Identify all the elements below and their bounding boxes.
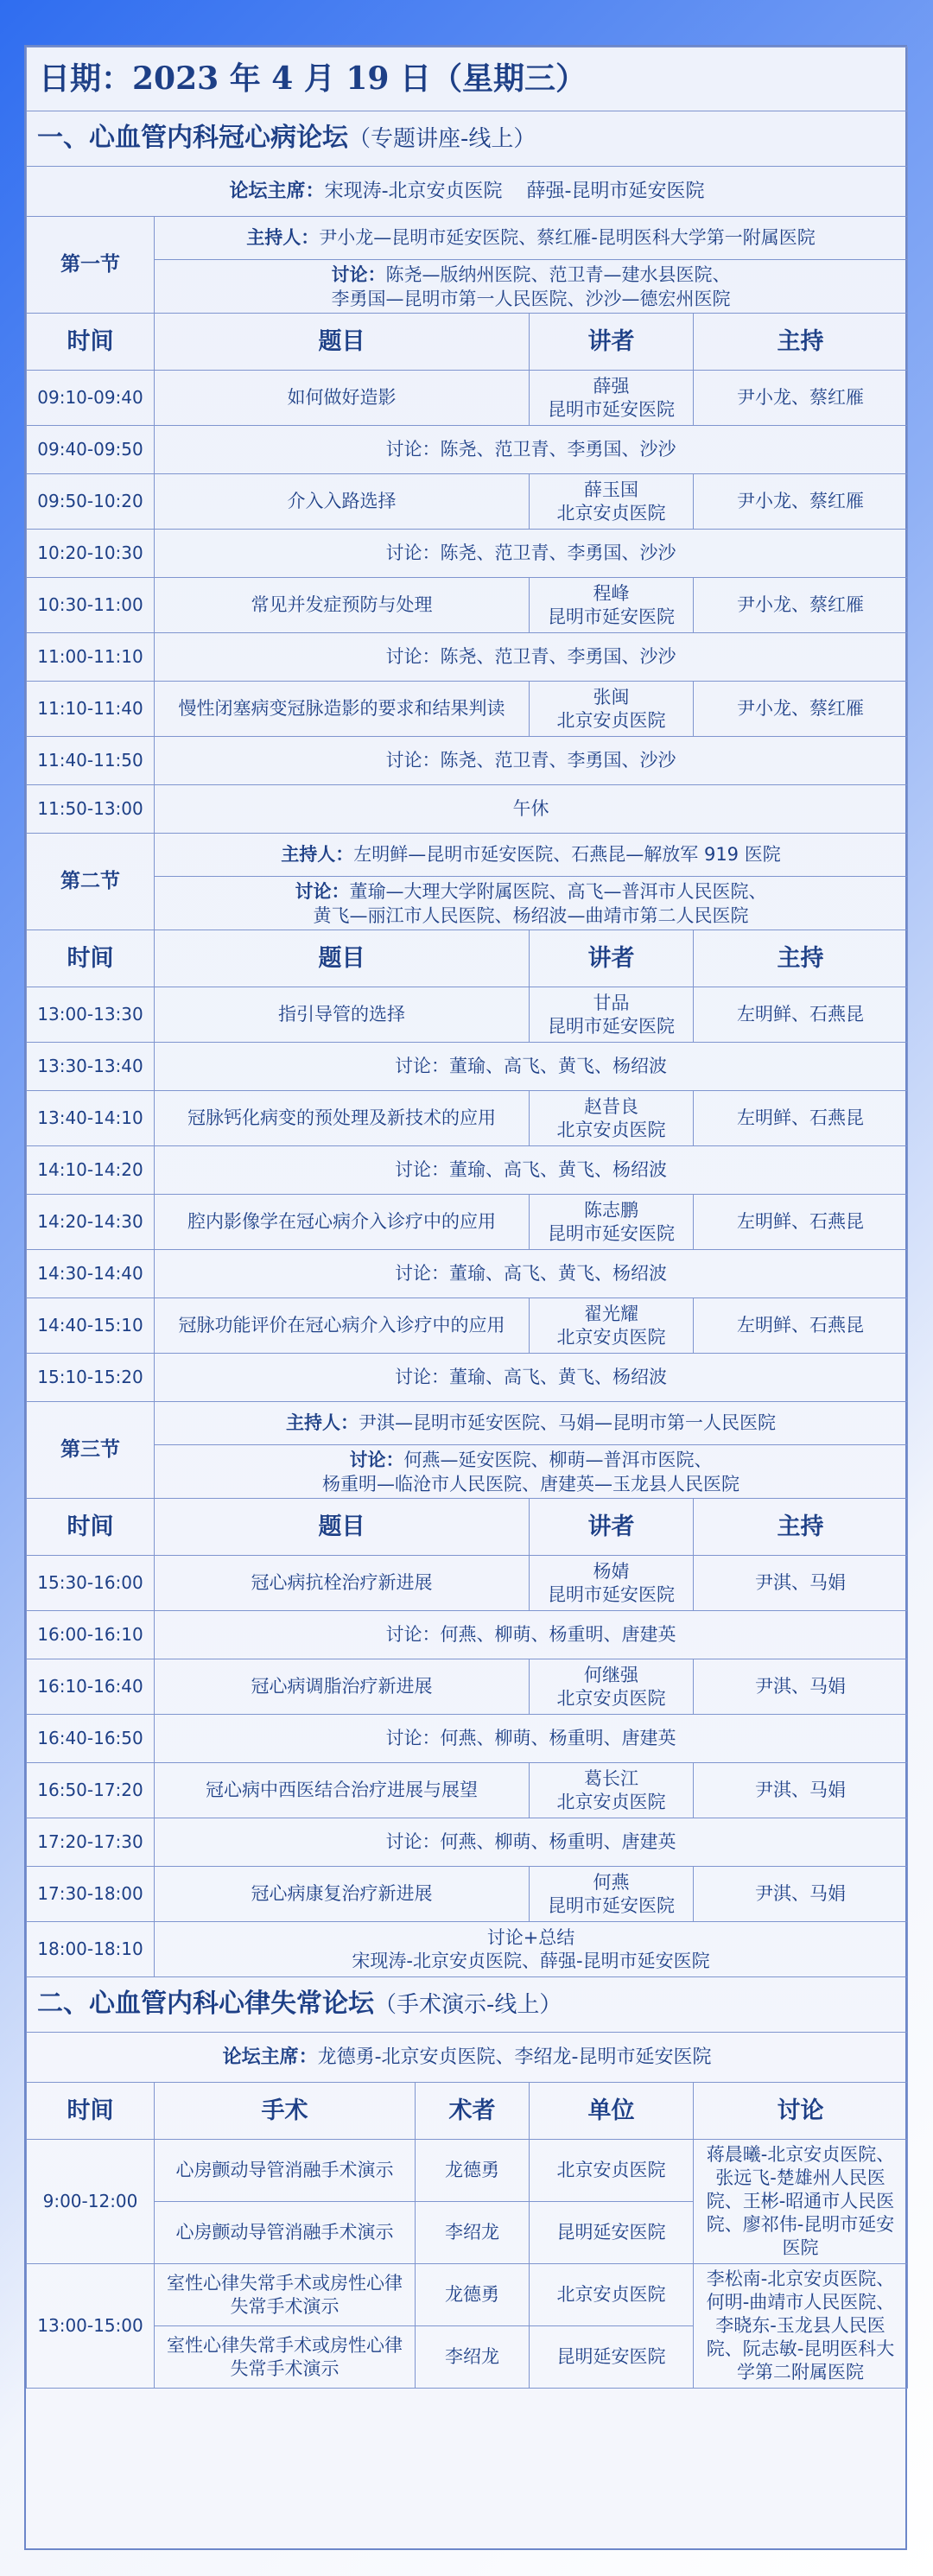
header-host: 主持 [694,1499,908,1556]
discussion-row [27,1146,908,1195]
speaker-cell [530,578,694,633]
speaker-cell [530,1867,694,1922]
time-cell: 14:30-14:40 [27,1250,155,1298]
time-cell: 14:20-14:30 [27,1195,155,1250]
host-text: 尹小龙—昆明市延安医院、蔡红雁-昆明医科大学第一附属医院 [319,227,816,248]
speaker-cell [530,1763,694,1818]
block-discussion-row [27,877,908,930]
speaker-name: 张闽 [593,686,630,707]
header-host: 主持 [694,314,908,371]
discussion-cell: 讨论：陈尧、范卫青、李勇国、沙沙 [155,737,908,785]
host-cell: 尹小龙、蔡红雁 [694,578,908,633]
host-cell: 尹小龙、蔡红雁 [694,371,908,426]
discussion-cell: 讨论：陈尧、范卫青、李勇国、沙沙 [155,530,908,578]
discussion-cell: 讨论：董瑜、高飞、黄飞、杨绍波 [155,1354,908,1402]
operator-cell: 李绍龙 [416,2202,530,2264]
host-text: 尹淇—昆明市延安医院、马娟—昆明市第一人民医院 [359,1412,776,1433]
speaker-cell [530,1556,694,1611]
speaker-institution: 昆明市延安医院 [548,1583,675,1605]
time-cell: 15:10-15:20 [27,1354,155,1402]
host-text: 左明鲜—昆明市延安医院、石燕昆—解放军 919 医院 [353,844,781,865]
host-cell: 左明鲜、石燕昆 [694,1091,908,1146]
talk-row [27,1298,908,1354]
time-cell: 17:20-17:30 [27,1818,155,1867]
time-cell: 10:20-10:30 [27,530,155,578]
surgery-row [27,2264,908,2326]
discussion-line2: 黄飞—丽江市人民医院、杨绍波—曲靖市第二人民医院 [313,904,749,926]
discussion-label: 讨论： [295,880,350,902]
header-operator: 术者 [416,2083,530,2140]
host-cell: 左明鲜、石燕昆 [694,1298,908,1354]
block-moderator-row [27,834,908,877]
speaker-name: 程峰 [593,582,630,604]
discussion-cell: 讨论：董瑜、高飞、黄飞、杨绍波 [155,1146,908,1195]
unit-cell: 昆明延安医院 [530,2202,694,2264]
cardiology-schedule-table [26,47,908,1977]
time-cell: 15:30-16:00 [27,1556,155,1611]
host-cell: 尹小龙、蔡红雁 [694,682,908,737]
block-moderator-row [27,217,908,260]
discussion-row [27,1611,908,1659]
discussion-cell: 讨论：董瑜、高飞、黄飞、杨绍波 [155,1043,908,1091]
speaker-cell [530,371,694,426]
schedule-sheet [24,45,907,2550]
discussion-line1: 董瑜—大理大学附属医院、高飞—普洱市人民医院、 [349,880,767,902]
surgery-row [27,2140,908,2202]
discussion-row [27,1354,908,1402]
table-header-row [27,930,908,987]
host-label: 主持人： [286,1412,359,1433]
speaker-institution: 昆明市延安医院 [548,606,675,627]
unit-cell: 昆明延安医院 [530,2326,694,2389]
host-label: 主持人： [246,227,320,248]
operator-cell: 龙德勇 [416,2140,530,2202]
speaker-cell [530,1298,694,1354]
block-discussants [155,877,908,930]
surgery-cell: 室性心律失常手术或房性心律失常手术演示 [155,2326,416,2389]
time-cell: 16:10-16:40 [27,1659,155,1715]
host-cell: 尹小龙、蔡红雁 [694,474,908,530]
talk-row [27,1763,908,1818]
host-label: 主持人： [281,844,354,865]
discussion-row [27,1250,908,1298]
block-host [155,1402,908,1445]
discussion-cell: 讨论：何燕、柳萌、杨重明、唐建英 [155,1818,908,1867]
speaker-institution: 北京安贞医院 [556,709,666,731]
header-speaker: 讲者 [530,930,694,987]
speaker-institution: 昆明市延安医院 [548,398,675,420]
discussion-row [27,1715,908,1763]
time-cell: 13:40-14:10 [27,1091,155,1146]
discussion-cell: 午休 [155,785,908,834]
header-speaker: 讲者 [530,314,694,371]
topic-cell: 如何做好造影 [155,371,530,426]
header-unit: 单位 [530,2083,694,2140]
block-discussants [155,260,908,314]
discussion-cell: 讨论：何燕、柳萌、杨重明、唐建英 [155,1611,908,1659]
topic-cell: 介入入路选择 [155,474,530,530]
talk-row [27,1091,908,1146]
time-cell: 11:40-11:50 [27,737,155,785]
talk-row [27,1556,908,1611]
header-time: 时间 [27,314,155,371]
time-cell: 13:00-15:00 [27,2264,155,2389]
discussion-cell: 讨论：董瑜、高飞、黄飞、杨绍波 [155,1250,908,1298]
time-cell: 11:00-11:10 [27,633,155,682]
discussion-row [27,426,908,474]
header-topic: 题目 [155,314,530,371]
header-time: 时间 [27,2083,155,2140]
talk-row [27,1659,908,1715]
summary-row [27,1922,908,1977]
header-surgery: 手术 [155,2083,416,2140]
header-speaker: 讲者 [530,1499,694,1556]
speaker-institution: 北京安贞医院 [556,502,666,523]
talk-row [27,474,908,530]
summary-line1: 讨论+总结 [486,1926,575,1948]
surgery-cell: 室性心律失常手术或房性心律失常手术演示 [155,2264,416,2326]
topic-cell: 慢性闭塞病变冠脉造影的要求和结果判读 [155,682,530,737]
section2-header-row [27,2083,908,2140]
topic-cell: 冠脉钙化病变的预处理及新技术的应用 [155,1091,530,1146]
block-discussion-row [27,1445,908,1499]
header-host: 主持 [694,930,908,987]
speaker-institution: 北京安贞医院 [556,1791,666,1812]
talk-row [27,987,908,1043]
section1-chairs: 论坛主席：宋现涛-北京安贞医院 薛强-昆明市延安医院 [27,167,908,217]
discussion-cell: 讨论：陈尧、范卫青、李勇国、沙沙 [155,633,908,682]
topic-cell: 指引导管的选择 [155,987,530,1043]
discussion-row [27,737,908,785]
topic-cell: 冠脉功能评价在冠心病介入诊疗中的应用 [155,1298,530,1354]
discussion-label: 讨论： [349,1449,404,1470]
operator-cell: 李绍龙 [416,2326,530,2389]
speaker-name: 杨婧 [593,1560,630,1582]
arrhythmia-schedule-table [26,1976,908,2389]
speaker-name: 薛玉国 [584,479,638,500]
time-cell: 18:00-18:10 [27,1922,155,1977]
surgery-cell: 心房颤动导管消融手术演示 [155,2202,416,2264]
speaker-name: 甘品 [593,992,630,1013]
time-cell: 13:00-13:30 [27,987,155,1043]
speaker-name: 薛强 [593,375,630,397]
speaker-institution: 北京安贞医院 [556,1119,666,1140]
topic-cell: 常见并发症预防与处理 [155,578,530,633]
discussion-row [27,785,908,834]
talk-row [27,371,908,426]
topic-cell: 冠心病康复治疗新进展 [155,1867,530,1922]
discussion-cell: 讨论：何燕、柳萌、杨重明、唐建英 [155,1715,908,1763]
topic-cell: 冠心病调脂治疗新进展 [155,1659,530,1715]
speaker-institution: 昆明市延安医院 [548,1894,675,1916]
host-cell: 左明鲜、石燕昆 [694,987,908,1043]
speaker-name: 何燕 [593,1871,630,1893]
operator-cell: 龙德勇 [416,2264,530,2326]
block-discussants [155,1445,908,1499]
time-cell: 17:30-18:00 [27,1867,155,1922]
speaker-cell [530,1195,694,1250]
block-host [155,217,908,260]
table-header-row [27,1499,908,1556]
topic-cell: 冠心病中西医结合治疗进展与展望 [155,1763,530,1818]
time-cell: 09:40-09:50 [27,426,155,474]
discussion-label: 讨论： [331,263,386,285]
unit-cell: 北京安贞医院 [530,2140,694,2202]
block-name: 第三节 [27,1402,155,1499]
time-cell: 13:30-13:40 [27,1043,155,1091]
time-cell: 16:50-17:20 [27,1763,155,1818]
discussion-panel-cell: 蒋晨曦-北京安贞医院、张远飞-楚雄州人民医院、王彬-昭通市人民医院、廖祁伟-昆明市延安医院 [694,2140,908,2264]
time-cell: 16:40-16:50 [27,1715,155,1763]
speaker-institution: 昆明市延安医院 [548,1015,675,1037]
section2-chairs: 论坛主席：龙德勇-北京安贞医院、李绍龙-昆明市延安医院 [27,2033,908,2083]
discussion-line2: 李勇国—昆明市第一人民医院、沙沙—德宏州医院 [331,288,731,309]
time-cell: 10:30-11:00 [27,578,155,633]
host-cell: 左明鲜、石燕昆 [694,1195,908,1250]
header-time: 时间 [27,1499,155,1556]
talk-row [27,682,908,737]
speaker-name: 葛长江 [584,1767,638,1789]
discussion-row [27,633,908,682]
speaker-name: 翟光耀 [584,1303,638,1324]
speaker-cell [530,682,694,737]
time-cell: 9:00-12:00 [27,2140,155,2264]
block-discussion-row [27,260,908,314]
block-name: 第一节 [27,217,155,314]
date-heading: 日期：2023 年 4 月 19 日（星期三） [27,48,908,111]
speaker-name: 赵昔良 [584,1095,638,1117]
speaker-cell [530,1091,694,1146]
host-cell: 尹淇、马娟 [694,1556,908,1611]
summary-line2: 宋现涛-北京安贞医院、薛强-昆明市延安医院 [352,1950,710,1971]
discussion-row [27,530,908,578]
time-cell: 16:00-16:10 [27,1611,155,1659]
discussion-line1: 何燕—延安医院、柳萌—普洱市医院、 [403,1449,713,1470]
surgery-cell: 心房颤动导管消融手术演示 [155,2140,416,2202]
time-cell: 14:40-15:10 [27,1298,155,1354]
header-topic: 题目 [155,930,530,987]
discussion-line1: 陈尧—版纳州医院、范卫青—建水县医院、 [385,263,731,285]
discussion-row [27,1818,908,1867]
time-cell: 09:50-10:20 [27,474,155,530]
topic-cell: 冠心病抗栓治疗新进展 [155,1556,530,1611]
speaker-institution: 昆明市延安医院 [548,1222,675,1244]
discussion-panel-cell: 李松南-北京安贞医院、何明-曲靖市人民医院、李晓东-玉龙县人民医院、阮志敏-昆明医科大学第二附属医院 [694,2264,908,2389]
topic-cell: 腔内影像学在冠心病介入诊疗中的应用 [155,1195,530,1250]
host-cell: 尹淇、马娟 [694,1867,908,1922]
host-cell: 尹淇、马娟 [694,1659,908,1715]
table-header-row [27,314,908,371]
summary-cell [155,1922,908,1977]
time-cell: 09:10-09:40 [27,371,155,426]
speaker-cell [530,474,694,530]
section1-title: 一、心血管内科冠心病论坛（专题讲座-线上） [27,111,908,167]
header-discussion: 讨论 [694,2083,908,2140]
block-host [155,834,908,877]
time-cell: 14:10-14:20 [27,1146,155,1195]
speaker-name: 何继强 [584,1664,638,1685]
speaker-cell [530,987,694,1043]
block-moderator-row [27,1402,908,1445]
talk-row [27,1867,908,1922]
unit-cell: 北京安贞医院 [530,2264,694,2326]
discussion-cell: 讨论：陈尧、范卫青、李勇国、沙沙 [155,426,908,474]
header-topic: 题目 [155,1499,530,1556]
header-time: 时间 [27,930,155,987]
block-name: 第二节 [27,834,155,930]
speaker-cell [530,1659,694,1715]
discussion-row [27,1043,908,1091]
section2-title: 二、心血管内科心律失常论坛（手术演示-线上） [27,1977,908,2033]
speaker-name: 陈志鹏 [584,1199,638,1221]
talk-row [27,1195,908,1250]
time-cell: 11:10-11:40 [27,682,155,737]
talk-row [27,578,908,633]
time-cell: 11:50-13:00 [27,785,155,834]
speaker-institution: 北京安贞医院 [556,1326,666,1348]
host-cell: 尹淇、马娟 [694,1763,908,1818]
speaker-institution: 北京安贞医院 [556,1687,666,1709]
discussion-line2: 杨重明—临沧市人民医院、唐建英—玉龙县人民医院 [322,1473,739,1494]
